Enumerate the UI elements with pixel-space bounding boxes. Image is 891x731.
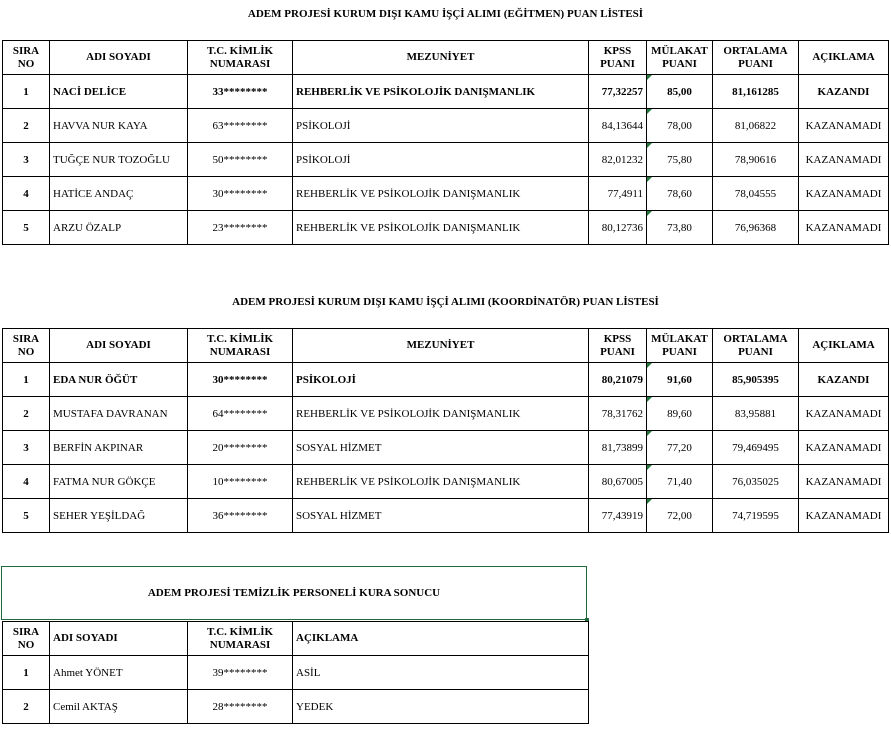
- header-ad: ADI SOYADI: [50, 41, 188, 75]
- header-ad: ADI SOYADI: [50, 329, 188, 363]
- cell-aciklama: KAZANAMADI: [799, 177, 889, 211]
- cell-mulakat: 71,40: [647, 465, 713, 499]
- cell-aciklama: KAZANAMADI: [799, 465, 889, 499]
- cell-kpss: 80,67005: [589, 465, 647, 499]
- table-row: [3, 177, 889, 211]
- cell-tc: 36********: [188, 499, 293, 533]
- table-row: [3, 499, 889, 533]
- header-tc: T.C. KİMLİK NUMARASI: [188, 622, 293, 656]
- cell-sira: 1: [3, 363, 50, 397]
- header-tc: T.C. KİMLİK NUMARASI: [188, 329, 293, 363]
- header-row: [3, 329, 889, 363]
- cell-aciklama: KAZANAMADI: [799, 397, 889, 431]
- cell-kpss: 77,4911: [589, 177, 647, 211]
- cell-ortalama: 79,469495: [713, 431, 799, 465]
- table-row: [3, 363, 889, 397]
- cell-ortalama: 78,04555: [713, 177, 799, 211]
- cell-mulakat: 73,80: [647, 211, 713, 245]
- cell-ad: NACİ DELİCE: [50, 75, 188, 109]
- koordinator-title: ADEM PROJESİ KURUM DIŞI KAMU İŞÇİ ALIMI (KOORDİNATÖR) PUAN LİSTESİ: [232, 296, 659, 308]
- header-kpss: KPSS PUANI: [589, 329, 647, 363]
- cell-mulakat: 78,00: [647, 109, 713, 143]
- table-row: [3, 465, 889, 499]
- cell-ortalama: 81,06822: [713, 109, 799, 143]
- cell-ortalama: 76,035025: [713, 465, 799, 499]
- table-row: [3, 690, 589, 724]
- header-mulakat: MÜLAKAT PUANI: [647, 329, 713, 363]
- header-sira: SIRA NO: [3, 329, 50, 363]
- header-row: [3, 41, 889, 75]
- cell-mezuniyet: REHBERLİK VE PSİKOLOJİK DANIŞMANLIK: [293, 211, 589, 245]
- cell-mezuniyet: REHBERLİK VE PSİKOLOJİK DANIŞMANLIK: [293, 75, 589, 109]
- cell-mulakat: 89,60: [647, 397, 713, 431]
- header-ortalama: ORTALAMA PUANI: [713, 41, 799, 75]
- cell-tc: 50********: [188, 143, 293, 177]
- cell-ortalama: 76,96368: [713, 211, 799, 245]
- cell-sira: 2: [3, 690, 50, 724]
- cell-aciklama: KAZANAMADI: [799, 211, 889, 245]
- cell-sira: 2: [3, 397, 50, 431]
- cell-ad: HATİCE ANDAÇ: [50, 177, 188, 211]
- cell-tc: 23********: [188, 211, 293, 245]
- header-tc: T.C. KİMLİK NUMARASI: [188, 41, 293, 75]
- cell-mezuniyet: REHBERLİK VE PSİKOLOJİK DANIŞMANLIK: [293, 465, 589, 499]
- cell-ortalama: 81,161285: [713, 75, 799, 109]
- cell-kpss: 78,31762: [589, 397, 647, 431]
- header-aciklama: AÇIKLAMA: [293, 622, 589, 656]
- cell-sira: 3: [3, 143, 50, 177]
- cell-ortalama: 85,905395: [713, 363, 799, 397]
- temizlik-title-box[interactable]: [1, 566, 587, 620]
- cell-mezuniyet: REHBERLİK VE PSİKOLOJİK DANIŞMANLIK: [293, 397, 589, 431]
- cell-aciklama: KAZANDI: [799, 363, 889, 397]
- cell-ad: BERFİN AKPINAR: [50, 431, 188, 465]
- cell-tc: 33********: [188, 75, 293, 109]
- cell-mezuniyet: SOSYAL HİZMET: [293, 499, 589, 533]
- table-row: [3, 211, 889, 245]
- cell-sira: 1: [3, 656, 50, 690]
- table-row: [3, 75, 889, 109]
- cell-sira: 2: [3, 109, 50, 143]
- cell-sira: 4: [3, 465, 50, 499]
- cell-ad: FATMA NUR GÖKÇE: [50, 465, 188, 499]
- cell-tc: 64********: [188, 397, 293, 431]
- cell-kpss: 77,32257: [589, 75, 647, 109]
- cell-sira: 1: [3, 75, 50, 109]
- cell-tc: 28********: [188, 690, 293, 724]
- cell-aciklama: KAZANAMADI: [799, 499, 889, 533]
- cell-ad: MUSTAFA DAVRANAN: [50, 397, 188, 431]
- cell-mezuniyet: SOSYAL HİZMET: [293, 431, 589, 465]
- temizlik-title: ADEM PROJESİ TEMİZLİK PERSONELİ KURA SONUCU: [147, 587, 441, 599]
- header-sira: SIRA NO: [3, 41, 50, 75]
- cell-kpss: 84,13644: [589, 109, 647, 143]
- cell-ad: EDA NUR ÖĞÜT: [50, 363, 188, 397]
- cell-ad: Cemil AKTAŞ: [50, 690, 188, 724]
- header-mezuniyet: MEZUNİYET: [293, 329, 589, 363]
- table-row: [3, 143, 889, 177]
- cell-mulakat: 85,00: [647, 75, 713, 109]
- table-row: [3, 431, 889, 465]
- cell-ad: TUĞÇE NUR TOZOĞLU: [50, 143, 188, 177]
- cell-aciklama: ASİL: [293, 656, 589, 690]
- cell-mulakat: 77,20: [647, 431, 713, 465]
- cell-aciklama: KAZANAMADI: [799, 143, 889, 177]
- cell-ad: SEHER YEŞİLDAĞ: [50, 499, 188, 533]
- cell-kpss: 80,21079: [589, 363, 647, 397]
- cell-mulakat: 72,00: [647, 499, 713, 533]
- cell-aciklama: KAZANAMADI: [799, 431, 889, 465]
- cell-mezuniyet: PSİKOLOJİ: [293, 143, 589, 177]
- egitmen-title: ADEM PROJESİ KURUM DIŞI KAMU İŞÇİ ALIMI (EĞİTMEN) PUAN LİSTESİ: [247, 8, 644, 20]
- table-row: [3, 656, 589, 690]
- cell-ortalama: 74,719595: [713, 499, 799, 533]
- cell-sira: 3: [3, 431, 50, 465]
- egitmen-table: [2, 40, 889, 245]
- cell-tc: 39********: [188, 656, 293, 690]
- cell-aciklama: YEDEK: [293, 690, 589, 724]
- cell-tc: 63********: [188, 109, 293, 143]
- cell-kpss: 77,43919: [589, 499, 647, 533]
- cell-tc: 30********: [188, 363, 293, 397]
- header-row: [3, 622, 589, 656]
- table-row: [3, 109, 889, 143]
- header-mezuniyet: MEZUNİYET: [293, 41, 589, 75]
- cell-sira: 5: [3, 211, 50, 245]
- cell-aciklama: KAZANAMADI: [799, 109, 889, 143]
- cell-aciklama: KAZANDI: [799, 75, 889, 109]
- cell-mulakat: 75,80: [647, 143, 713, 177]
- cell-ad: ARZU ÖZALP: [50, 211, 188, 245]
- header-mulakat: MÜLAKAT PUANI: [647, 41, 713, 75]
- koordinator-table: [2, 328, 889, 533]
- table-row: [3, 397, 889, 431]
- cell-mezuniyet: REHBERLİK VE PSİKOLOJİK DANIŞMANLIK: [293, 177, 589, 211]
- cell-ad: Ahmet YÖNET: [50, 656, 188, 690]
- cell-mulakat: 78,60: [647, 177, 713, 211]
- cell-sira: 5: [3, 499, 50, 533]
- header-ad: ADI SOYADI: [50, 622, 188, 656]
- cell-ad: HAVVA NUR KAYA: [50, 109, 188, 143]
- cell-ortalama: 83,95881: [713, 397, 799, 431]
- cell-kpss: 81,73899: [589, 431, 647, 465]
- cell-tc: 30********: [188, 177, 293, 211]
- header-aciklama: AÇIKLAMA: [799, 41, 889, 75]
- header-sira: SIRA NO: [3, 622, 50, 656]
- cell-mezuniyet: PSİKOLOJİ: [293, 109, 589, 143]
- cell-tc: 20********: [188, 431, 293, 465]
- temizlik-table: [2, 621, 589, 724]
- cell-mezuniyet: PSİKOLOJİ: [293, 363, 589, 397]
- cell-mulakat: 91,60: [647, 363, 713, 397]
- cell-sira: 4: [3, 177, 50, 211]
- cell-tc: 10********: [188, 465, 293, 499]
- header-ortalama: ORTALAMA PUANI: [713, 329, 799, 363]
- header-kpss: KPSS PUANI: [589, 41, 647, 75]
- cell-kpss: 82,01232: [589, 143, 647, 177]
- cell-kpss: 80,12736: [589, 211, 647, 245]
- header-aciklama: AÇIKLAMA: [799, 329, 889, 363]
- cell-ortalama: 78,90616: [713, 143, 799, 177]
